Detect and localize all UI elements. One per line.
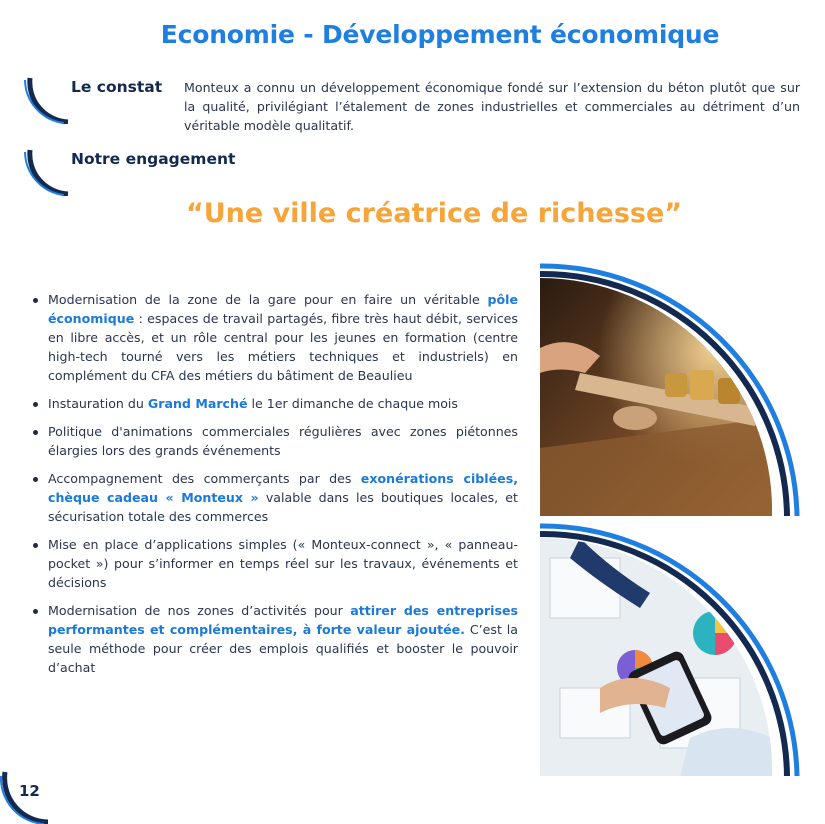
page-title: Economie - Développement économique [160, 20, 720, 49]
engagement-list [28, 290, 518, 686]
page-number: 12 [19, 782, 40, 800]
list-item: Mise en place d’applications simples (« Monteux-connect », « panneau-pocket ») pour s’informer en temps réel sur les travaux, événements et décisions [28, 535, 518, 592]
list-item: Instauration du Grand Marché le 1er dimanche de chaque mois [28, 394, 518, 413]
list-item: Politique d'animations commerciales régulières avec zones piétonnes élargies lors des grands événements [28, 422, 518, 460]
list-item: Accompagnement des commerçants par des exonérations ciblées, chèque cadeau « Monteux » valable dans les boutiques locales, et sécurisation totale des commerces [28, 469, 518, 526]
slogan-quote: “Une ville créatrice de richesse” [185, 198, 683, 229]
constat-text: Monteux a connu un développement économique fondé sur l’extension du béton plutôt que sur la qualité, privilégiant l’étalement de zones industrielles et commerciales au détriment d’un véritable modèle qualitatif. [184, 80, 800, 133]
engagement-label: Notre engagement [71, 150, 236, 168]
list-item: Modernisation de nos zones d’activités pour attirer des entreprises performantes et complémentaires, à forte valeur ajoutée. C’est la seule méthode pour créer des emplois qualifiés et booster le pouvoir d’achat [28, 601, 518, 677]
section-arc-icon [22, 76, 70, 124]
list-item: Modernisation de la zone de la gare pour en faire un véritable pôle économique : espaces de travail partagés, fibre très haut débit, services en libre accès, et un rôle central pour les jeunes en formation (centre high-tech tourné vers les métiers techniques et industriels) en complément du CFA des métiers du bâtiment de Beaulieu [28, 290, 518, 385]
constat-label: Le constat [71, 78, 163, 96]
section-arc-icon [22, 148, 70, 196]
